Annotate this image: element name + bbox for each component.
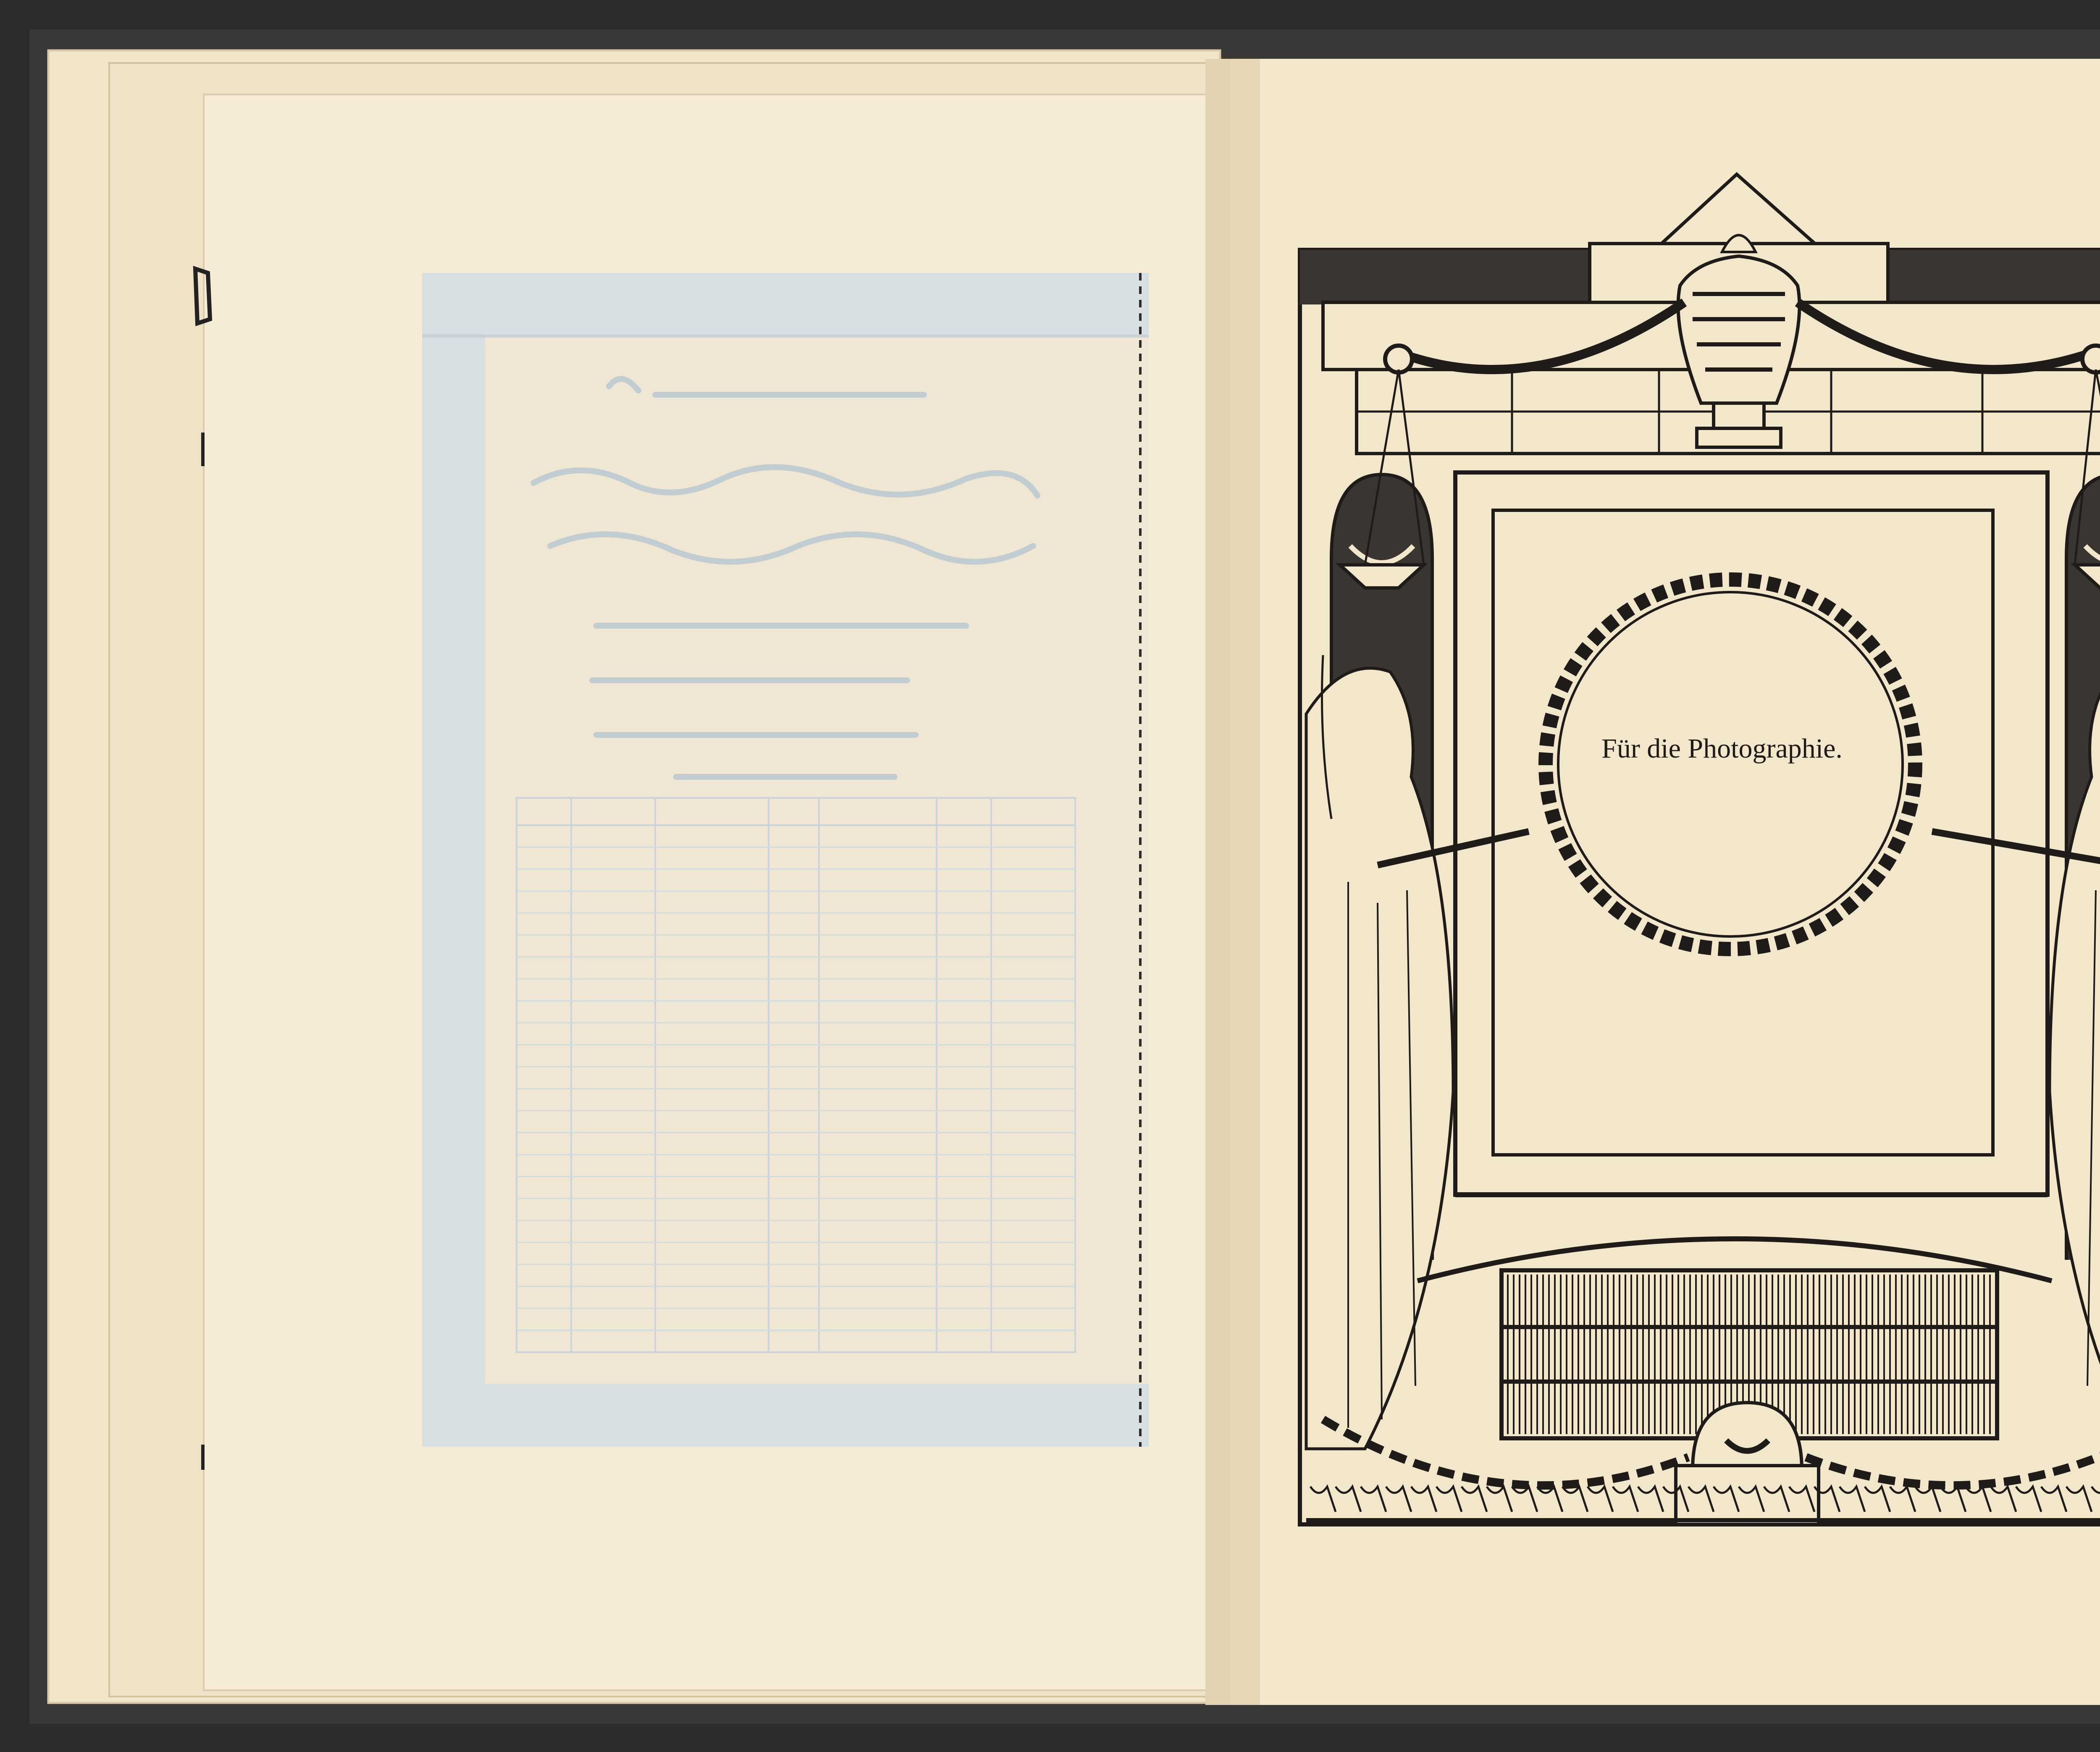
left-page [48, 50, 1231, 1705]
memorial-engraving [1300, 174, 2100, 1524]
right-page [1231, 59, 2100, 1705]
frame-caption: Für die Photographie. [1601, 733, 1843, 764]
